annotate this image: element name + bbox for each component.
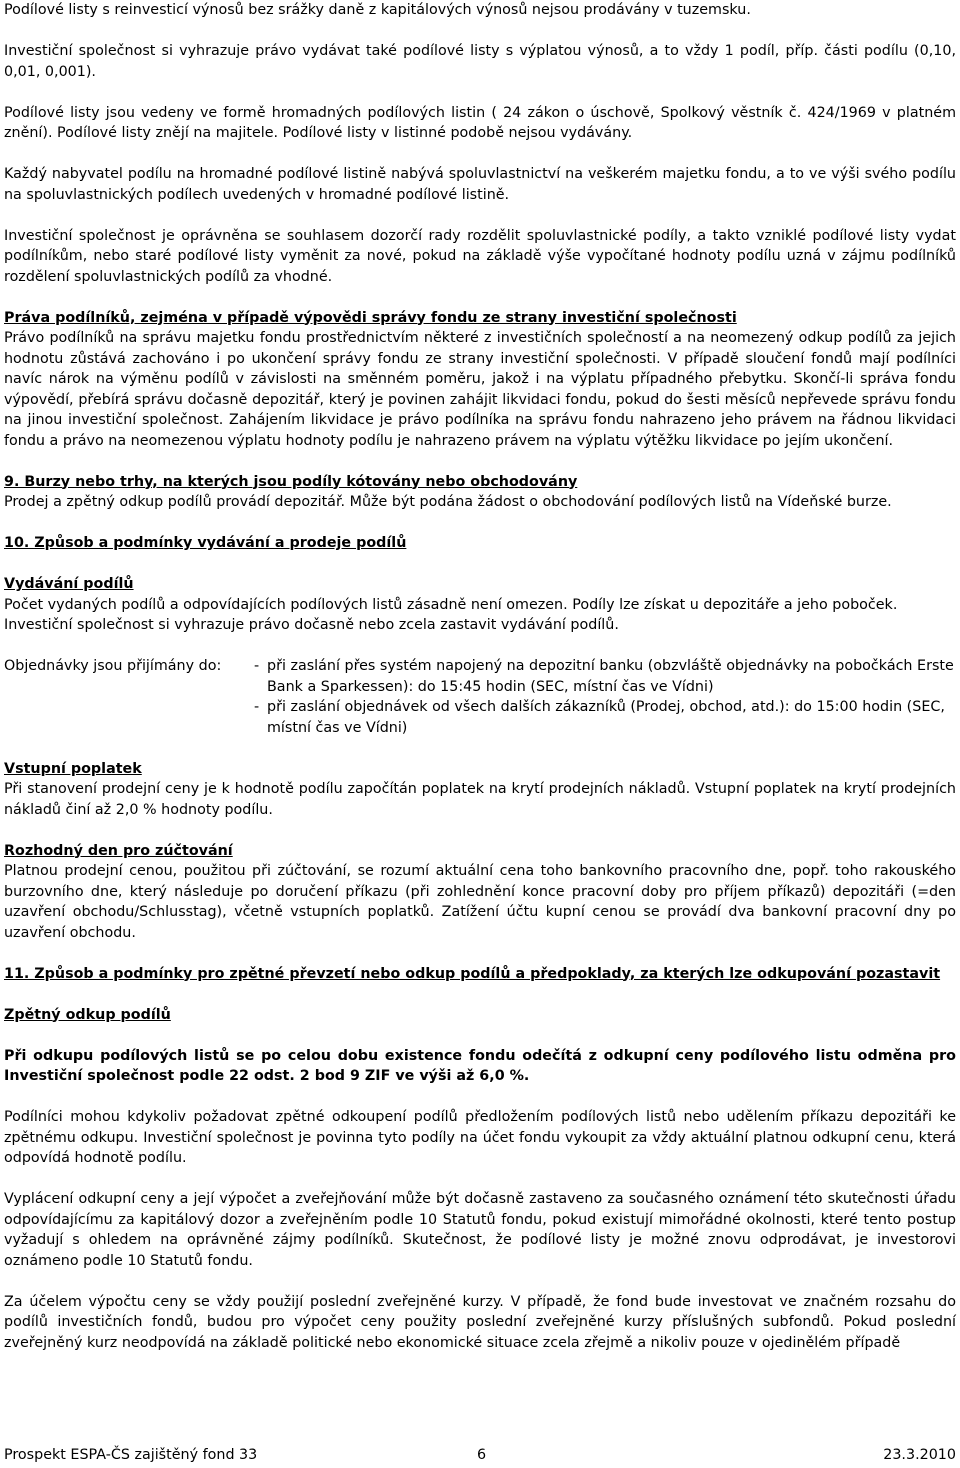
- footer-title: Prospekt ESPA-ČS zajištěný fond 33: [4, 1447, 258, 1463]
- subsection-heading: Zpětný odkup podílů: [4, 1006, 171, 1023]
- section-prava: [4, 308, 956, 452]
- section-heading: 9. Burzy nebo trhy, na kterých jsou podíly kótovány nebo obchodovány: [4, 473, 578, 490]
- paragraph: Prodej a zpětný odkup podílů provádí depozitář. Může být podána žádost o obchodování podílových listů na Vídeňské burze.: [4, 494, 892, 510]
- page-number: 6: [477, 1447, 487, 1463]
- paragraph: Investiční společnost si vyhrazuje právo vydávat také podílové listy s výplatou výnosů, a to vždy 1 podíl, příp. části podílu (0,10, 0,01, 0,001).: [4, 43, 956, 80]
- list-item-text: při zaslání objednávek od všech dalších zákazníků (Prodej, obchod, atd.): do 15:00 hodin (SEC, místní čas ve Vídni): [267, 699, 945, 736]
- order-deadlines: [4, 656, 956, 738]
- page-footer: [4, 1446, 956, 1464]
- section-heading: 10. Způsob a podmínky vydávání a prodeje podílů: [4, 535, 407, 551]
- document-page: [4, 0, 956, 1353]
- paragraph: Podílníci mohou kdykoliv požadovat zpětné odkoupení podílů předložením podílových listů nebo udělením příkazu depozitáři ke zpětnému odkupu. Investiční společnost je povinna tyto podíly na účet fondu vykoupit za vždy aktuální platnou odkupní cenu, která odpovídá hodnotě podílu.: [4, 1109, 956, 1166]
- section-10: [4, 533, 956, 554]
- order-list: [254, 656, 956, 738]
- subsection-heading: Vstupní poplatek: [4, 760, 142, 777]
- list-item-text: při zaslání přes systém napojený na depozitní banku (obzvláště objednávky na pobočkách Erste Bank a Sparkessen): do 15:45 hodin (SEC, místní čas ve Vídni): [267, 658, 954, 695]
- list-item: [254, 656, 956, 697]
- subsection-heading: Rozhodný den pro zúčtování: [4, 842, 233, 859]
- paragraph-line: Počet vydaných podílů a odpovídajících podílových listů zásadně není omezen. Podíly lze získat u depozitáře a jeho poboček.: [4, 596, 898, 613]
- paragraph: Platnou prodejní cenou, použitou při zúčtování, se rozumí aktuální cena toho bankovního pracovního dne, popř. toho rakouského burzovního dne, který následuje po doručení příkazu (při zohlednění konce pracovní doby pro příjem příkazů) depozitáři (=den uzavření obchodu/Schlusstag), včetně vstupních poplatků. Zatížení účtu kupní cenou se provádí dva bankovní pracovní dny po uzavření obchodu.: [4, 863, 956, 941]
- subsection-vydavani: [4, 574, 956, 636]
- paragraph: Vyplácení odkupní ceny a její výpočet a zveřejňování může být dočasně zastaveno za současného oznámení této skutečnosti úřadu odpovídajícímu za kapitálový dozor a zveřejněním podle 10 Statutů fondu, pokud existují mimořádné okolnosti, které tento postup vyžadují s ohledem na oprávněné zájmy podílníků. Skutečnost, že podílové listy je možné znovu odprodávat, je investorovi oznámeno podle 10 Statutů fondu.: [4, 1191, 956, 1269]
- subsection-heading: Vydávání podílů: [4, 576, 134, 592]
- subsection-vstupni: [4, 759, 956, 821]
- dash-bullet: -: [254, 699, 260, 715]
- dash-bullet: -: [254, 658, 260, 674]
- paragraph: Právo podílníků na správu majetku fondu prostřednictvím některé z investičních společností a na neomezený odkup podílů za jejich hodnotu zůstává zachováno i po ukončení správy fondu ze strany investiční společnosti. V případě sloučení fondů mají podílníci navíc nárok na výměnu podílů v závislosti na směnném poměru, jakož i na výplatu případného přebytku. Skončí-li správa fondu výpovědí, přebírá správu dočasně depozitář, který je povinen zahájit likvidaci fondu, pokud do šesti měsíců nepřevede správu fondu na jinou investiční společnost. Zahájením likvidace je právo podílníka na správu fondu nahrazeno jeho právem na řádnou likvidaci fondu a právo na neomezenou výplatu hodnoty podílu je nahrazeno právem na výplatu výtěžku likvidace po jejím ukončení.: [4, 330, 956, 449]
- paragraph-line: Investiční společnost si vyhrazuje právo dočasně nebo zcela zastavit vydávání podílů.: [4, 617, 619, 633]
- paragraph: Při stanovení prodejní ceny je k hodnotě podílu započítán poplatek na krytí prodejních nákladů. Vstupní poplatek na krytí prodejních nákladů činí až 2,0 % hodnoty podílu.: [4, 781, 956, 818]
- section-heading: Práva podílníků, zejména v případě výpovědi správy fondu ze strany investiční společnosti: [4, 309, 737, 326]
- paragraph: Investiční společnost je oprávněna se souhlasem dozorčí rady rozdělit spoluvlastnické podíly, a takto vzniklé podílové listy vydat podílníkům, nebo staré podílové listy vyměnit za nové, pokud na základě výše vypočítané hodnoty podílu uzná v zájmu podílníků rozdělení spoluvlastnických podílů za vhodné.: [4, 227, 956, 285]
- bold-note: Při odkupu podílových listů se po celou dobu existence fondu odečítá z odkupní ceny podílového listu odměna pro Investiční společnost podle 22 odst. 2 bod 9 ZIF ve výši až 6,0 %.: [4, 1047, 956, 1084]
- subsection-rozhodny: [4, 841, 956, 944]
- paragraph: Každý nabyvatel podílu na hromadné podílové listině nabývá spoluvlastnictví na veškerém majetku fondu, a to ve výši svého podílu na spoluvlastnických podílech uvedených v hromadné podílové listině.: [4, 166, 956, 203]
- footer-date: 23.3.2010: [883, 1447, 956, 1463]
- list-item: [254, 697, 956, 738]
- paragraph: Podílové listy jsou vedeny ve formě hromadných podílových listin ( 24 zákon o úschově, Spolkový věstník č. 424/1969 v platném znění). Podílové listy znějí na majitele. Podílové listy v listinné podobě nejsou vydávány.: [4, 104, 956, 141]
- paragraph: Podílové listy s reinvesticí výnosů bez srážky daně z kapitálových výnosů nejsou prodávány v tuzemsku.: [4, 2, 751, 18]
- order-label: Objednávky jsou přijímány do:: [4, 658, 222, 674]
- paragraph: Za účelem výpočtu ceny se vždy použijí poslední zveřejněné kurzy. V případě, že fond bude investovat ve značném rozsahu do podílů investičních fondů, budou pro výpočet ceny použity poslední zveřejněné kurzy příslušných subfondů. Pokud poslední zveřejněný kurz neodpovídá na základě politické nebo ekonomické situace zcela zřejmě a nikoliv pouze v ojedinělém případě: [4, 1293, 956, 1351]
- section-9: [4, 472, 956, 513]
- section-heading: 11. Způsob a podmínky pro zpětné převzetí nebo odkup podílů a předpoklady, za kterých lze odkupování pozastavit: [4, 965, 941, 982]
